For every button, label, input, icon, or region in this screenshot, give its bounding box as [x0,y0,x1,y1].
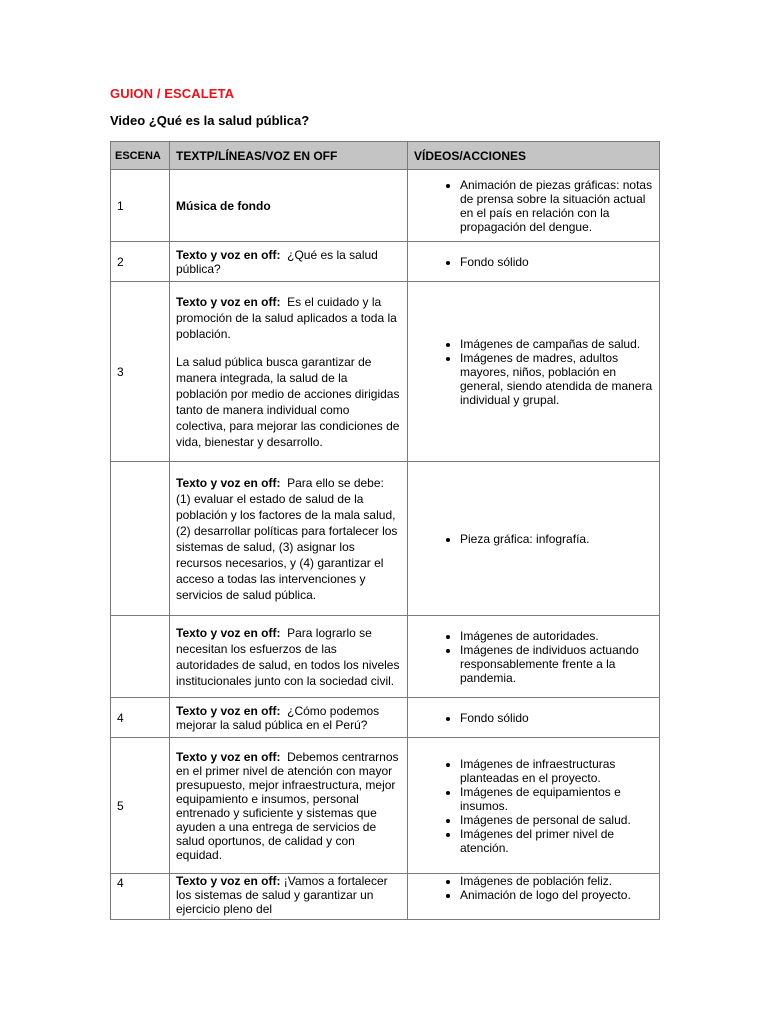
voice-text: Es el cuidado y la promoción de la salud aplicados a toda la población. [176,294,397,341]
action-item: • Imágenes de campañas de salud. [460,337,653,351]
action-item: • Imágenes de madres, adultos mayores, niños, población en general, siendo atendida de manera individual y grupal. [460,351,653,407]
action-item: • Imágenes de personal de salud. [460,813,653,827]
voice-text: Para ello se debe: (1) evaluar el estado de salud de la población y los factores de la mala salud, (2) desarrollar políticas para fortalecer los sistemas de salud, (3) asignar los recursos necesarios, y (4) garantizar el acceso a todas las intervenciones y servicios de salud pública. [176,475,398,602]
voice-label: Texto y voz en off: [176,749,281,764]
table-row [111,170,660,242]
voice-text-cell [170,616,408,698]
voice-text: ¿Qué es la salud pública? [176,247,378,276]
action-item: • Fondo sólido [460,255,653,269]
action-item: • Animación de piezas gráficas: notas de prensa sobre la situación actual en el país en relación con la propagación del dengue. [460,178,653,234]
document-title: GUION / ESCALETA [110,86,235,101]
scene-number: 2 [111,242,170,282]
voice-text-cell [170,738,408,874]
action-item: • Fondo sólido [460,711,653,725]
scene-number: 4 [111,874,170,920]
action-item: • Imágenes de población feliz. [460,874,653,888]
voice-text-cell [170,170,408,242]
voice-label: Texto y voz en off: [176,475,281,490]
table-row [111,242,660,282]
scene-number [111,616,170,698]
action-item: • Imágenes de autoridades. [460,629,653,643]
voice-text-paragraph: La salud pública busca garantizar de manera integrada, la salud de la población por medio de acciones dirigidas tanto de manera individual como colectiva, para mejorar las condiciones de vida, bienestar y desarrollo. [176,354,400,449]
table-row [111,462,660,616]
voice-label: Texto y voz en off: [176,625,281,640]
actions-cell [408,738,660,874]
voice-label: Texto y voz en off: [176,294,281,309]
table-header-row [111,142,660,170]
scene-number: 4 [111,698,170,738]
voice-text: Música de fondo [176,198,271,213]
voice-text-cell [170,698,408,738]
voice-text-cell [170,282,408,462]
voice-label: Texto y voz en off: [176,703,281,718]
actions-cell [408,170,660,242]
voice-text-cell [170,874,408,920]
scene-number: 5 [111,738,170,874]
voice-text: Debemos centrarnos en el primer nivel de atención con mayor presupuesto, mejor infraestructura, mejor equipamiento e insumos, personal entrenado y suficiente y sistemas que ayuden a una entrega de servicios de salud oportunos, de calidad y con equidad. [176,749,399,862]
voice-label: Texto y voz en off: [176,247,281,262]
header-videos: VÍDEOS/ACCIONES [408,142,660,170]
actions-cell [408,616,660,698]
action-item: • Animación de logo del proyecto. [460,888,653,902]
table-row [111,874,660,920]
voice-text: ¡Vamos a fortalecer los sistemas de salud y garantizar un ejercicio pleno del [176,874,388,916]
table-row [111,616,660,698]
actions-cell [408,698,660,738]
script-table [110,141,660,920]
actions-cell [408,874,660,920]
header-escena: ESCENA [111,142,170,170]
document-subtitle: Video ¿Qué es la salud pública? [110,113,310,128]
table-row [111,698,660,738]
voice-text: ¿Cómo podemos mejorar la salud pública en el Perú? [176,703,380,732]
voice-text: Para lograrlo se necesitan los esfuerzos de las autoridades de salud, en todos los niveles institucionales junto con la sociedad civil. [176,625,400,688]
action-item: • Imágenes de individuos actuando responsablemente frente a la pandemia. [460,643,653,685]
scene-number [111,462,170,616]
actions-cell [408,462,660,616]
action-item: • Imágenes del primer nivel de atención. [460,827,653,855]
scene-number: 3 [111,282,170,462]
actions-cell [408,242,660,282]
voice-text-cell [170,462,408,616]
voice-label: Texto y voz en off: [176,874,281,888]
action-item: • Imágenes de equipamientos e insumos. [460,785,653,813]
voice-text-cell [170,242,408,282]
scene-number: 1 [111,170,170,242]
header-texto: TEXTP/LÍNEAS/VOZ EN OFF [170,142,408,170]
table-row [111,738,660,874]
action-item: • Pieza gráfica: infografía. [460,532,653,546]
actions-cell [408,282,660,462]
table-row [111,282,660,462]
action-item: • Imágenes de infraestructuras planteadas en el proyecto. [460,757,653,785]
